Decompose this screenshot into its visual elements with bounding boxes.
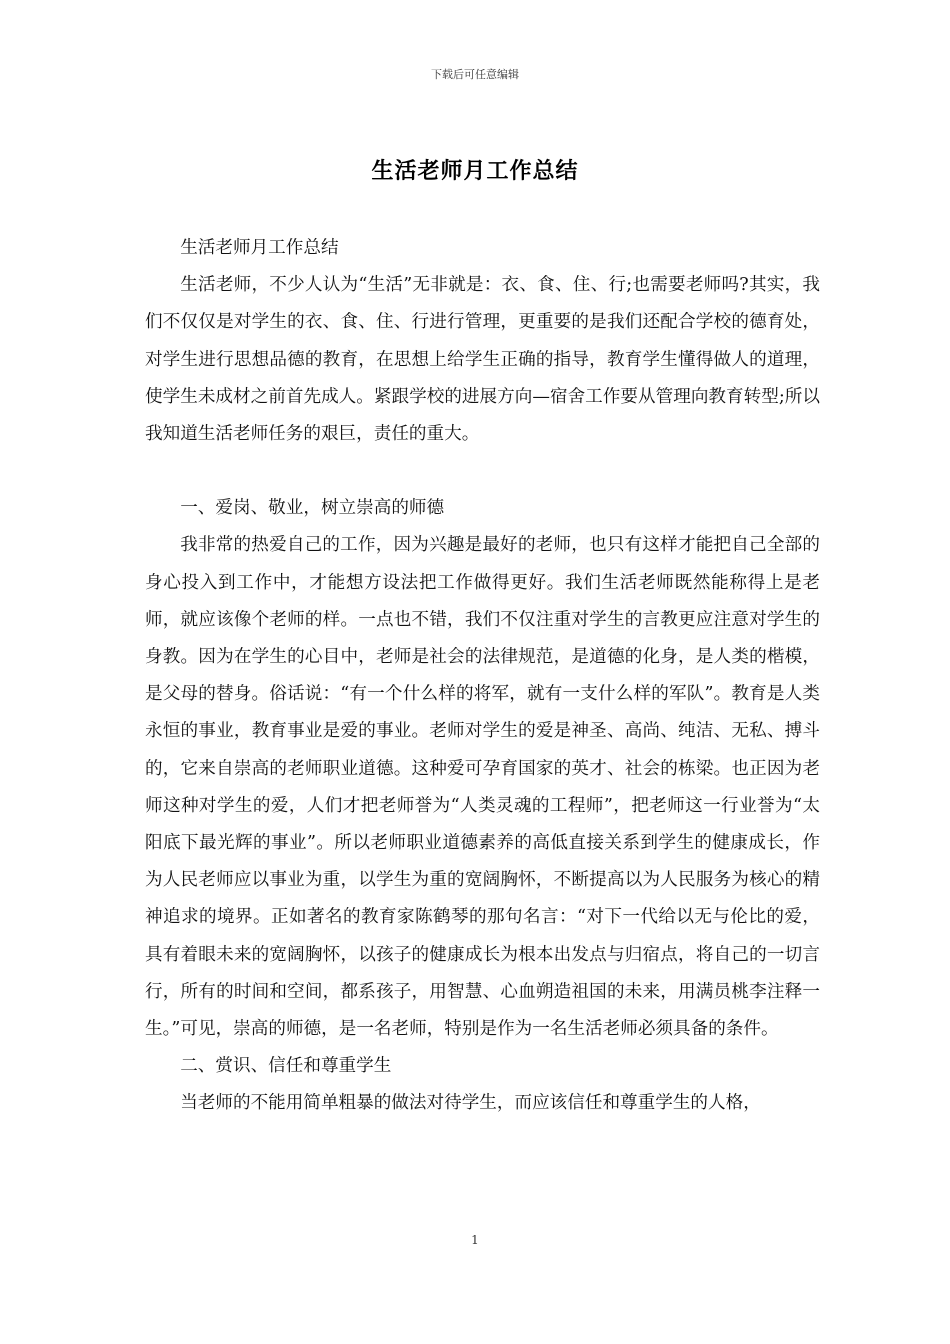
page-title: 生活老师月工作总结: [371, 158, 579, 184]
page-number: 1: [471, 1233, 479, 1247]
section-1-paragraph: 我非常的热爱自己的工作，因为兴趣是最好的老师，也只有这样才能把自己全部的身心投入到工作中，才能想方设法把工作做得更好。我们生活老师既然能称得上是老师，就应该像个老师的样。一点也不错，我们不仅注重对学生的言教更应注意对学生的身教。因为在学生的心目中，老师是社会的法律规范，是道德的化身，是人类的楷模，是父母的替身。俗话说：“有一个什么样的将军，就有一支什么样的军队”。教育是人类永恒的事业，教育事业是爱的事业。老师对学生的爱是神圣、高尚、纯洁、无私、搏斗的，它来自崇高的老师职业道德。这种爱可孕育国家的英才、社会的栋梁。也正因为老师这种对学生的爱，人们才把老师誉为“人类灵魂的工程师”，把老师这一行业誉为“太阳底下最光辉的事业”。所以老师职业道德素养的高低直接关系到学生的健康成长，作为人民老师应以事业为重，以学生为重的宽阔胸怀，不断提高以为人民服务为核心的精神追求的境界。正如著名的教育家陈鹤琴的那句名言：“对下一代给以无与伦比的爱，具有着眼未来的宽阔胸怀，以孩子的健康成长为根本出发点与归宿点，将自己的一切言行，所有的时间和空间，都系孩子，用智慧、心血朔造祖国的未来，用满员桃李注释一生。”可见，崇高的师德，是一名老师，特别是作为一名生活老师必须具备的条件。: [145, 535, 820, 1040]
section-2-paragraph: 当老师的不能用简单粗暴的做法对待学生，而应该信任和尊重学生的人格，: [180, 1093, 761, 1114]
intro-paragraph: 生活老师，不少人认为“生活”无非就是：衣、食、住、行;也需要老师吗?其实，我们不仅仅是对学生的衣、食、住、行进行管理，更重要的是我们还配合学校的德育处，对学生进行思想品德的教育，在思想上给学生正确的指导，教育学生懂得做人的道理，使学生未成材之前首先成人。紧跟学校的进展方向—宿舍工作要从管理向教育转型;所以我知道生活老师任务的艰巨，责任的重大。: [145, 275, 820, 445]
section-heading-2: 二、赏识、信任和尊重学生: [180, 1056, 392, 1077]
paragraph-spacer: [145, 453, 820, 490]
header-note: 下载后可任意编辑: [431, 68, 519, 81]
document-body: [145, 230, 820, 1123]
section-heading-1: 一、爱岗、敬业，树立崇高的师德: [180, 498, 445, 519]
subtitle-paragraph: 生活老师月工作总结: [180, 238, 339, 258]
